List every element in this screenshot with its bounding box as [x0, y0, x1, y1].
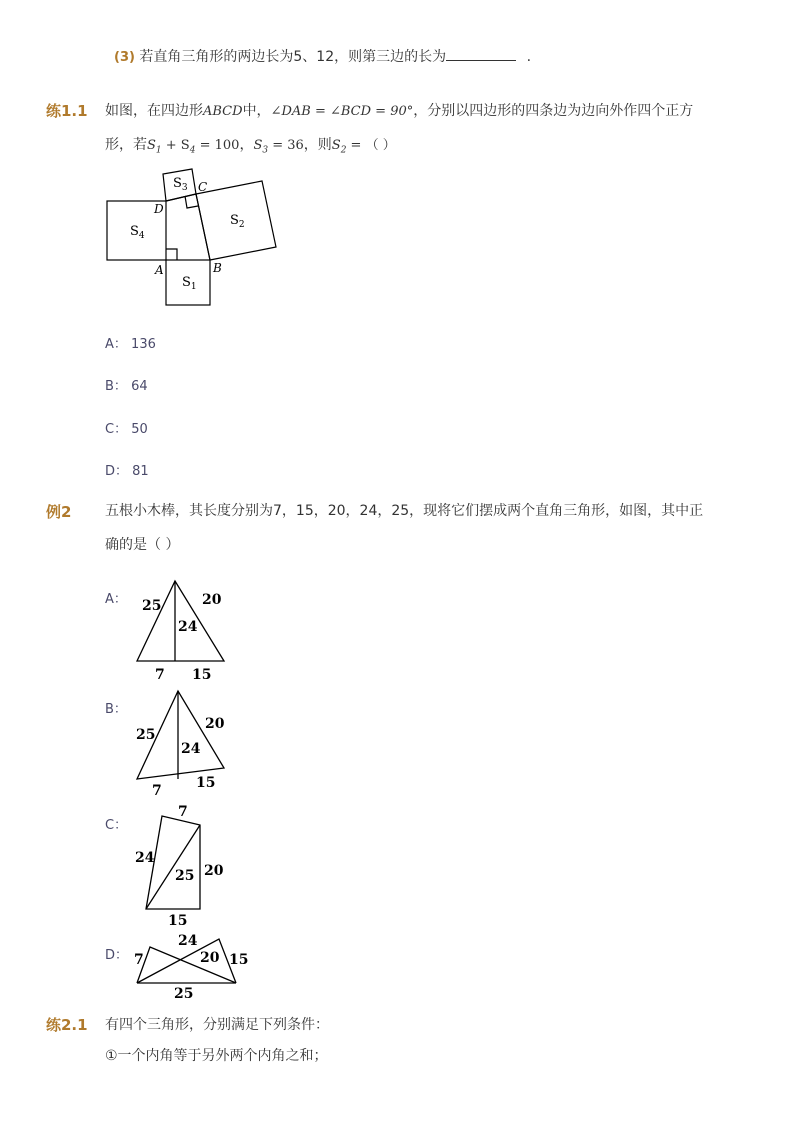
example-tag-2: 例2	[46, 503, 72, 521]
question-3	[114, 46, 531, 68]
text-segment: 如图，在四边形	[105, 103, 203, 119]
text-segment: ，则	[303, 137, 332, 153]
ex2-option-c[interactable]: C：	[105, 818, 128, 833]
label-20: 20	[200, 950, 220, 966]
label-15: 15	[196, 775, 216, 791]
condition-1: $S_1 + S_4 = 100$	[147, 138, 240, 156]
ex2-option-d[interactable]: D：	[105, 948, 129, 963]
label-7: 7	[152, 783, 162, 799]
label-15: 15	[229, 952, 249, 968]
label-s3: $S_3$	[173, 176, 188, 193]
option-b[interactable]: B： 64	[105, 379, 148, 394]
label-25: 25	[136, 727, 156, 743]
text-segment: 形，若	[105, 137, 147, 153]
option-d[interactable]: D： 81	[105, 464, 149, 479]
angle-equation: ∠DAB = ∠BCD = 90°	[270, 104, 414, 119]
exercise-tag-2-1: 练2.1	[46, 1016, 88, 1034]
answer-blank[interactable]	[446, 46, 516, 61]
label-7: 7	[134, 952, 144, 968]
label-7: 7	[178, 804, 188, 820]
question-end: .	[526, 49, 532, 65]
triangle-figure-a	[130, 575, 240, 685]
example-2-line1: 五根小木棒，其长度分别为7，15，20，24，25，现将它们摆成两个直角三角形，如图，其中正	[105, 503, 704, 519]
label-24: 24	[178, 619, 198, 635]
label-20: 20	[202, 592, 222, 608]
option-c[interactable]: C： 50	[105, 422, 148, 437]
label-25: 25	[175, 868, 195, 884]
text-segment: 中，	[242, 103, 271, 119]
label-25: 25	[174, 986, 194, 1002]
exercise-tag-1-1: 练1.1	[46, 102, 88, 120]
option-a[interactable]: A： 136	[105, 337, 156, 352]
ex2-option-a[interactable]: A：	[105, 592, 127, 607]
label-20: 20	[205, 716, 225, 732]
right-angle-a	[166, 249, 177, 260]
label-c: C	[198, 180, 208, 194]
question-number: (3)	[114, 50, 135, 65]
ex2-option-b[interactable]: B：	[105, 702, 127, 717]
label-a: A	[155, 263, 164, 277]
label-s1: $S_1$	[182, 275, 197, 292]
example-2-line2: 确的是（ ）	[105, 537, 180, 553]
quadrilateral-squares-figure	[100, 165, 280, 310]
triangle-figure-d	[130, 930, 250, 1002]
exercise-1-1-line1	[105, 101, 693, 122]
quad-name: ABCD	[203, 104, 243, 119]
exercise-2-1-line1: 有四个三角形，分别满足下列条件：	[105, 1017, 329, 1033]
label-24: 24	[181, 741, 201, 757]
label-24: 24	[178, 933, 198, 949]
label-20: 20	[204, 863, 224, 879]
label-25: 25	[142, 598, 162, 614]
label-s4: $S_4$	[130, 224, 145, 241]
text-segment: ，	[239, 137, 254, 153]
label-24: 24	[135, 850, 155, 866]
label-s2: $S_2$	[230, 213, 245, 230]
label-b: B	[213, 261, 222, 275]
label-7: 7	[155, 667, 165, 683]
right-angle-c	[185, 196, 198, 208]
text-segment: ，分别以四边形的四条边为边向外作四个正方	[413, 103, 694, 119]
exercise-2-1-line2: ①一个内角等于另外两个内角之和；	[105, 1048, 328, 1064]
triangle-figure-c	[130, 800, 240, 930]
triangle-figure-b	[130, 685, 240, 800]
exercise-1-1-line2	[105, 135, 396, 161]
label-d: D	[154, 202, 164, 216]
question-text: 若直角三角形的两边长为5、12，则第三边的长为	[139, 49, 447, 65]
label-15: 15	[192, 667, 212, 683]
label-15: 15	[168, 913, 188, 929]
condition-2: $S_3 = 36$	[253, 138, 304, 156]
ask-expression: $S_2$ = （ ）	[331, 138, 396, 156]
